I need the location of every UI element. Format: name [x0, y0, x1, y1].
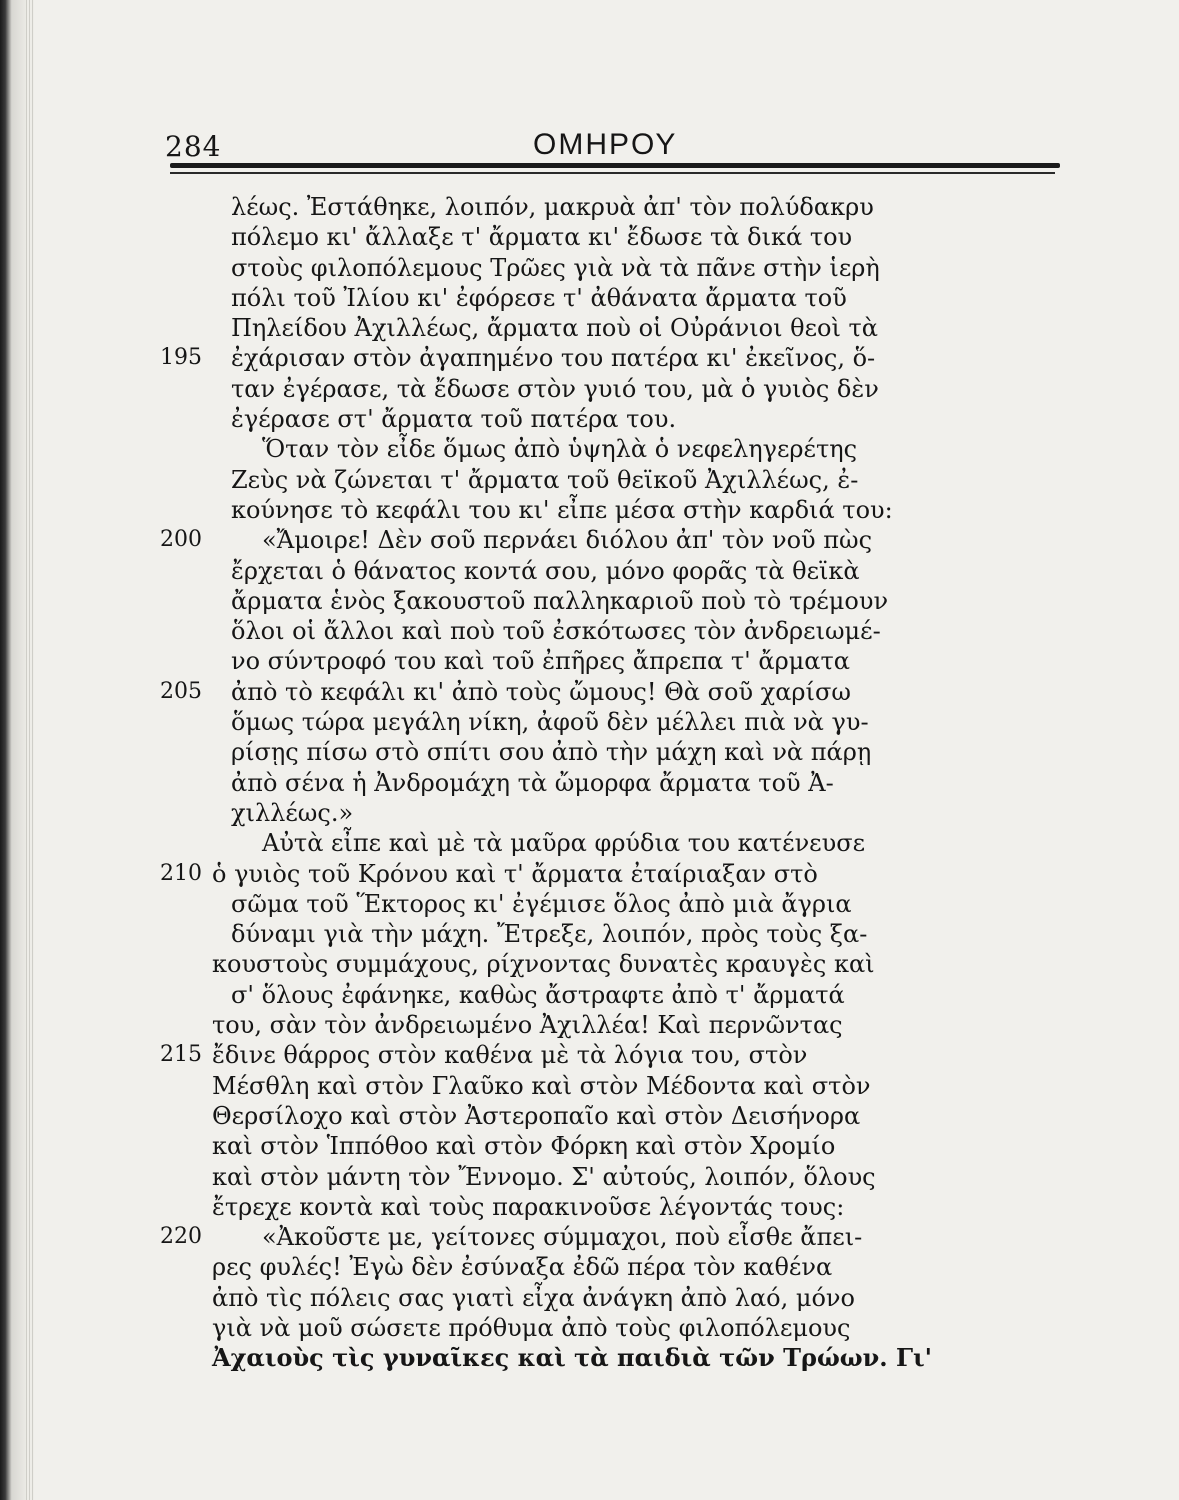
line-text: πόλι τοῦ Ἰλίου κι' ἐφόρεσε τ' ἀθάνατα ἄρματα τοῦ	[231, 283, 847, 312]
line-text: ρίσῃς πίσω στὸ σπίτι σου ἀπὸ τὴν μάχη καὶ νὰ πάρῃ	[231, 738, 872, 767]
line-text: Μέσθλη καὶ στὸν Γλαῦκο καὶ στὸν Μέδοντα καὶ στὸν	[212, 1071, 871, 1100]
text-line	[0, 222, 1179, 252]
line-text: ρες φυλές! Ἐγὼ δὲν ἐσύναξα ἐδῶ πέρα τὸν καθένα	[212, 1253, 833, 1282]
text-line	[0, 1313, 1179, 1343]
text-line	[0, 737, 1179, 767]
text-line	[0, 556, 1179, 586]
text-line	[0, 192, 1179, 222]
line-text: Ζεὺς νὰ ζώνεται τ' ἄρματα τοῦ θεϊκοῦ Ἀχιλλέως, ἐ-	[231, 465, 859, 494]
text-line	[0, 434, 1179, 464]
text-line	[0, 1131, 1179, 1161]
header-rule-thin	[170, 172, 1055, 174]
page-number: 284	[165, 130, 222, 163]
line-text: σῶμα τοῦ Ἕκτορος κι' ἐγέμισε ὅλος ἀπὸ μιὰ ἄγρια	[231, 889, 852, 918]
line-number: 220	[160, 1224, 202, 1250]
line-text: ὁ γυιὸς τοῦ Κρόνου καὶ τ' ἄρματα ἐταίριαξαν στὸ	[212, 859, 818, 888]
text-line	[0, 919, 1179, 949]
text-line	[0, 859, 1179, 889]
line-text: ἔδινε θάρρος στὸν καθένα μὲ τὰ λόγια του, στὸν	[212, 1041, 808, 1070]
text-line	[0, 1283, 1179, 1313]
text-line	[0, 768, 1179, 798]
line-number: 210	[160, 860, 202, 886]
line-text: Ὅταν τὸν εἶδε ὅμως ἀπὸ ὑψηλὰ ὁ νεφεληγερέτης	[262, 435, 858, 464]
line-text: ἐχάρισαν στὸν ἀγαπημένο του πατέρα κι' ἐκεῖνος, ὅ-	[231, 344, 876, 373]
text-line	[0, 1071, 1179, 1101]
text-line	[0, 1010, 1179, 1040]
line-text: Θερσίλοχο καὶ στὸν Ἀστεροπαῖο καὶ στὸν Δεισήνορα	[212, 1101, 861, 1130]
text-line	[0, 253, 1179, 283]
line-number: 200	[160, 527, 202, 553]
line-text: κουστοὺς συμμάχους, ρίχνοντας δυνατὲς κραυγὲς καὶ	[212, 950, 875, 979]
line-number: 215	[160, 1042, 202, 1068]
line-text: του, σὰν τὸν ἀνδρειωμένο Ἀχιλλέα! Καὶ περνῶντας	[212, 1011, 843, 1040]
line-number: 195	[160, 345, 202, 371]
text-line	[0, 798, 1179, 828]
text-line	[0, 828, 1179, 858]
text-line	[0, 525, 1179, 555]
line-text: χιλλέως.»	[231, 798, 354, 827]
line-text: ἀπὸ σένα ἡ Ἀνδρομάχη τὰ ὤμορφα ἄρματα τοῦ Ἀ-	[231, 768, 834, 797]
text-line	[0, 1252, 1179, 1282]
text-line	[0, 586, 1179, 616]
line-text: λέως. Ἐστάθηκε, λοιπόν, μακρυὰ ἀπ' τὸν πολύδακρυ	[231, 193, 874, 221]
text-line	[0, 646, 1179, 676]
running-title: ΟΜΗΡΟΥ	[533, 128, 678, 161]
text-line	[0, 374, 1179, 404]
line-text: «Ἀκοῦστε με, γείτονες σύμμαχοι, ποὺ εἶσθε ἄπει-	[262, 1223, 863, 1252]
line-text: Πηλείδου Ἀχιλλέως, ἄρματα ποὺ οἱ Οὐράνιοι θεοὶ τὰ	[231, 314, 878, 343]
text-line	[0, 616, 1179, 646]
line-text: ἄρματα ἑνὸς ξακουστοῦ παλληκαριοῦ ποὺ τὸ τρέμουν	[231, 586, 889, 615]
header-rule	[170, 163, 1060, 168]
text-line	[0, 1343, 1179, 1373]
line-text: σ' ὅλους ἐφάνηκε, καθὼς ἄστραφτε ἀπὸ τ' ἄρματά	[231, 980, 845, 1009]
line-text: ἐγέρασε στ' ἄρματα τοῦ πατέρα του.	[231, 405, 677, 434]
line-text: Ἀχαιοὺς τὶς γυναῖκες καὶ τὰ παιδιὰ τῶν Τρώων. Γι'	[212, 1343, 933, 1373]
text-line	[0, 889, 1179, 919]
line-text: Αὐτὰ εἶπε καὶ μὲ τὰ μαῦρα φρύδια του κατένευσε	[262, 829, 866, 858]
text-line	[0, 677, 1179, 707]
text-line	[0, 343, 1179, 373]
text-line	[0, 283, 1179, 313]
line-text: ἀπὸ τὸ κεφάλι κι' ἀπὸ τοὺς ὤμους! Θὰ σοῦ χαρίσω	[231, 677, 851, 706]
line-text: πόλεμο κι' ἄλλαξε τ' ἄρματα κι' ἔδωσε τὰ δικά του	[231, 223, 853, 252]
page-header	[0, 0, 1179, 190]
text-line	[0, 1040, 1179, 1070]
line-text: ἔρχεται ὁ θάνατος κοντά σου, μόνο φορᾶς τὰ θεϊκὰ	[231, 556, 860, 585]
line-text: δύναμι γιὰ τὴν μάχη. Ἔτρεξε, λοιπόν, πρὸς τοὺς ξα-	[231, 920, 868, 949]
text-line	[0, 465, 1179, 495]
text-line	[0, 495, 1179, 525]
text-line	[0, 1101, 1179, 1131]
line-number: 205	[160, 678, 202, 704]
line-text: ἀπὸ τὶς πόλεις σας γιατὶ εἶχα ἀνάγκη ἀπὸ λαό, μόνο	[212, 1283, 855, 1312]
line-text: ὅλοι οἱ ἄλλοι καὶ ποὺ τοῦ ἐσκότωσες τὸν ἀνδρειωμέ-	[231, 617, 881, 646]
line-text: κούνησε τὸ κεφάλι του κι' εἶπε μέσα στὴν καρδιά του:	[231, 495, 893, 524]
text-line	[0, 313, 1179, 343]
body-text	[0, 192, 1179, 1374]
line-text: «Ἄμοιρε! Δὲν σοῦ περνάει διόλου ἀπ' τὸν νοῦ πὼς	[262, 526, 873, 555]
line-text: ἔτρεχε κοντὰ καὶ τοὺς παρακινοῦσε λέγοντάς τους:	[212, 1192, 845, 1221]
text-line	[0, 404, 1179, 434]
line-text: γιὰ νὰ μοῦ σώσετε πρόθυμα ἀπὸ τοὺς φιλοπόλεμους	[212, 1313, 851, 1342]
line-text: καὶ στὸν Ἱππόθοο καὶ στὸν Φόρκη καὶ στὸν Χρομίο	[212, 1132, 836, 1161]
text-line	[0, 707, 1179, 737]
line-text: στοὺς φιλοπόλεμους Τρῶες γιὰ νὰ τὰ πᾶνε στὴν ἱερὴ	[231, 253, 880, 282]
text-line	[0, 1192, 1179, 1222]
line-text: ταν ἐγέρασε, τὰ ἔδωσε στὸν γυιό του, μὰ ὁ γυιὸς δὲν	[231, 374, 879, 403]
line-text: ὅμως τώρα μεγάλη νίκη, ἀφοῦ δὲν μέλλει πιὰ νὰ γυ-	[231, 708, 869, 737]
line-text: νο σύντροφό του καὶ τοῦ ἐπῆρες ἄπρεπα τ' ἄρματα	[231, 647, 850, 676]
text-line	[0, 1222, 1179, 1252]
text-line	[0, 980, 1179, 1010]
text-line	[0, 949, 1179, 979]
text-line	[0, 1162, 1179, 1192]
line-text: καὶ στὸν μάντη τὸν Ἔννομο. Σ' αὐτούς, λοιπόν, ὅλους	[212, 1162, 876, 1191]
